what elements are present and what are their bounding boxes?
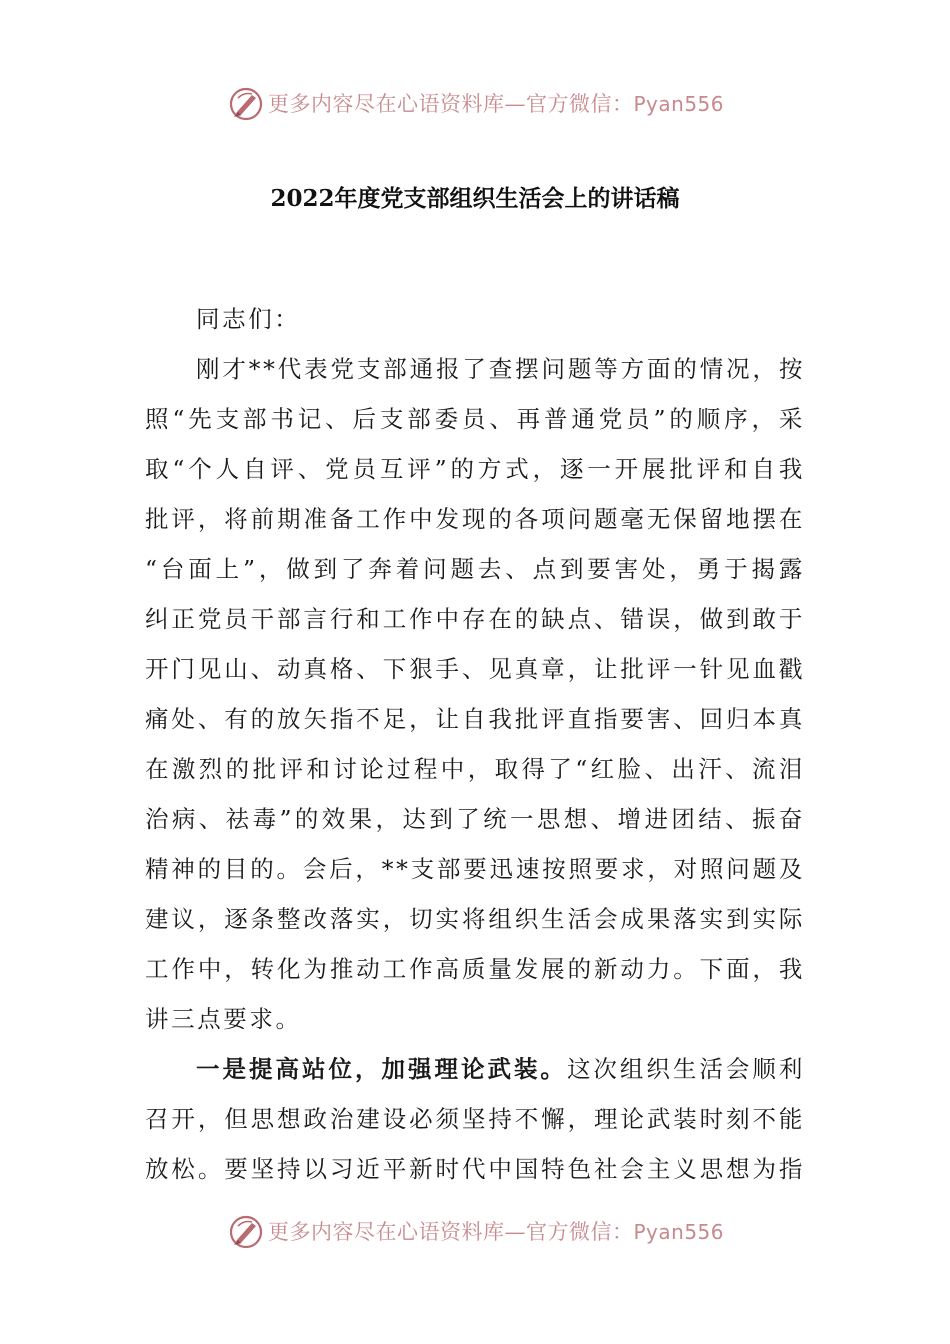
paragraph-line: 在激烈的批评和讨论过程中，取得了“红脸、出汗、流泪 [145, 755, 805, 783]
paragraph-line: 纠正党员干部言行和工作中存在的缺点、错误，做到敢于 [145, 605, 805, 633]
watermark-wechat-label: 官方微信： [526, 92, 634, 116]
paragraph-line: 开门见山、动真格、下狠手、见真章，让批评一针见血戳 [145, 655, 805, 683]
paragraph-line: 精神的目的。会后，**支部要迅速按照要求，对照问题及 [145, 855, 805, 883]
pen-logo-icon [228, 1214, 264, 1250]
paragraph-line-lead [145, 1044, 805, 1094]
watermark-banner-bottom [0, 1212, 950, 1252]
watermark-text [268, 90, 724, 118]
paragraph-bold-lead: 一是提高站位，加强理论武装。 [196, 1055, 567, 1083]
paragraph-line: 召开，但思想政治建设必须坚持不懈，理论武装时刻不能 [145, 1105, 805, 1133]
paragraph-line: 痛处、有的放矢指不足，让自我批评直指要害、回归本真 [145, 705, 805, 733]
watermark-site: 更多内容尽在心语资料库— [268, 92, 526, 116]
paragraph-line: “台面上”，做到了奔着问题去、点到要害处，勇于揭露 [145, 555, 805, 583]
paragraph-line: 放松。要坚持以习近平新时代中国特色社会主义思想为指 [145, 1155, 805, 1183]
watermark-wechat-id: Pyan556 [633, 1220, 725, 1244]
watermark-text [268, 1218, 724, 1246]
document-title: 2022年度党支部组织生活会上的讲话稿 [270, 185, 680, 212]
paragraph-line: 讲三点要求。 [145, 1005, 302, 1033]
paragraph-lead-rest: 这次组织生活会顺利 [566, 1055, 805, 1083]
greeting [145, 294, 805, 344]
watermark-site: 更多内容尽在心语资料库— [268, 1220, 526, 1244]
paragraph-line: 刚才**代表党支部通报了查摆问题等方面的情况，按 [196, 355, 805, 383]
paragraph-line: 治病、祛毒”的效果，达到了统一思想、增进团结、振奋 [145, 805, 805, 833]
greeting-line: 同志们： [196, 305, 301, 333]
watermark-wechat-label: 官方微信： [526, 1220, 634, 1244]
paragraph-1 [145, 344, 805, 1044]
paragraph-line: 工作中，转化为推动工作高质量发展的新动力。下面，我 [145, 955, 805, 983]
paragraph-line: 照“先支部书记、后支部委员、再普通党员”的顺序，采 [145, 405, 805, 433]
watermark-wechat-id: Pyan556 [633, 92, 725, 116]
paragraph-line: 建议，逐条整改落实，切实将组织生活会成果落实到实际 [145, 905, 805, 933]
pen-logo-icon [228, 86, 264, 122]
paragraph-line: 批评，将前期准备工作中发现的各项问题毫无保留地摆在 [145, 505, 805, 533]
paragraph-2 [145, 1044, 805, 1194]
paragraph-line: 取“个人自评、党员互评”的方式，逐一开展批评和自我 [145, 455, 805, 483]
watermark-banner-top [0, 84, 950, 124]
